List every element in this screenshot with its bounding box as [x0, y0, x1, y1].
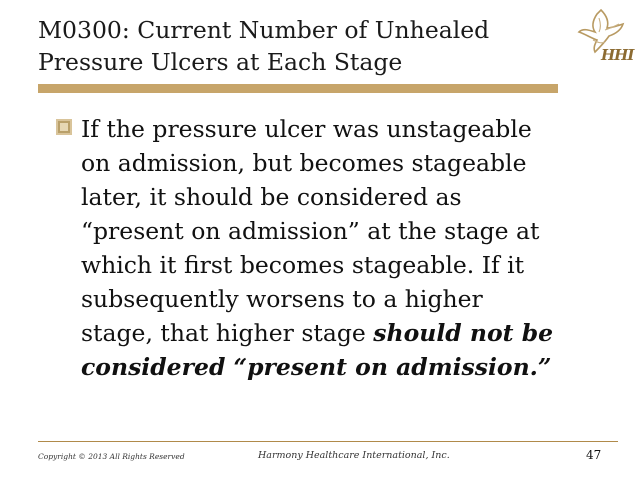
logo-text: HHI: [601, 46, 634, 64]
page-number: 47: [586, 448, 602, 462]
square-bullet-icon: [56, 119, 72, 135]
footer-divider: [38, 441, 618, 442]
dove-icon: [575, 6, 634, 76]
hhi-logo: [575, 6, 634, 76]
title-divider: [38, 84, 558, 93]
copyright-text: Copyright © 2013 All Rights Reserved: [38, 452, 185, 461]
company-name: Harmony Healthcare International, Inc.: [258, 450, 450, 461]
bullet-text: [81, 112, 561, 384]
bullet-text-plain: If the pressure ulcer was unstageable on admission, but becomes stageable later, it should be considered as “present on admission” at the stage at which it first becomes stageable. If it subsequently worsens to a higher stage, that higher stage: [81, 115, 540, 347]
slide-title: M0300: Current Number of Unhealed Pressure Ulcers at Each Stage: [38, 16, 490, 76]
bullet-text-emphasis: should not be considered “present on admission.”: [81, 319, 554, 381]
